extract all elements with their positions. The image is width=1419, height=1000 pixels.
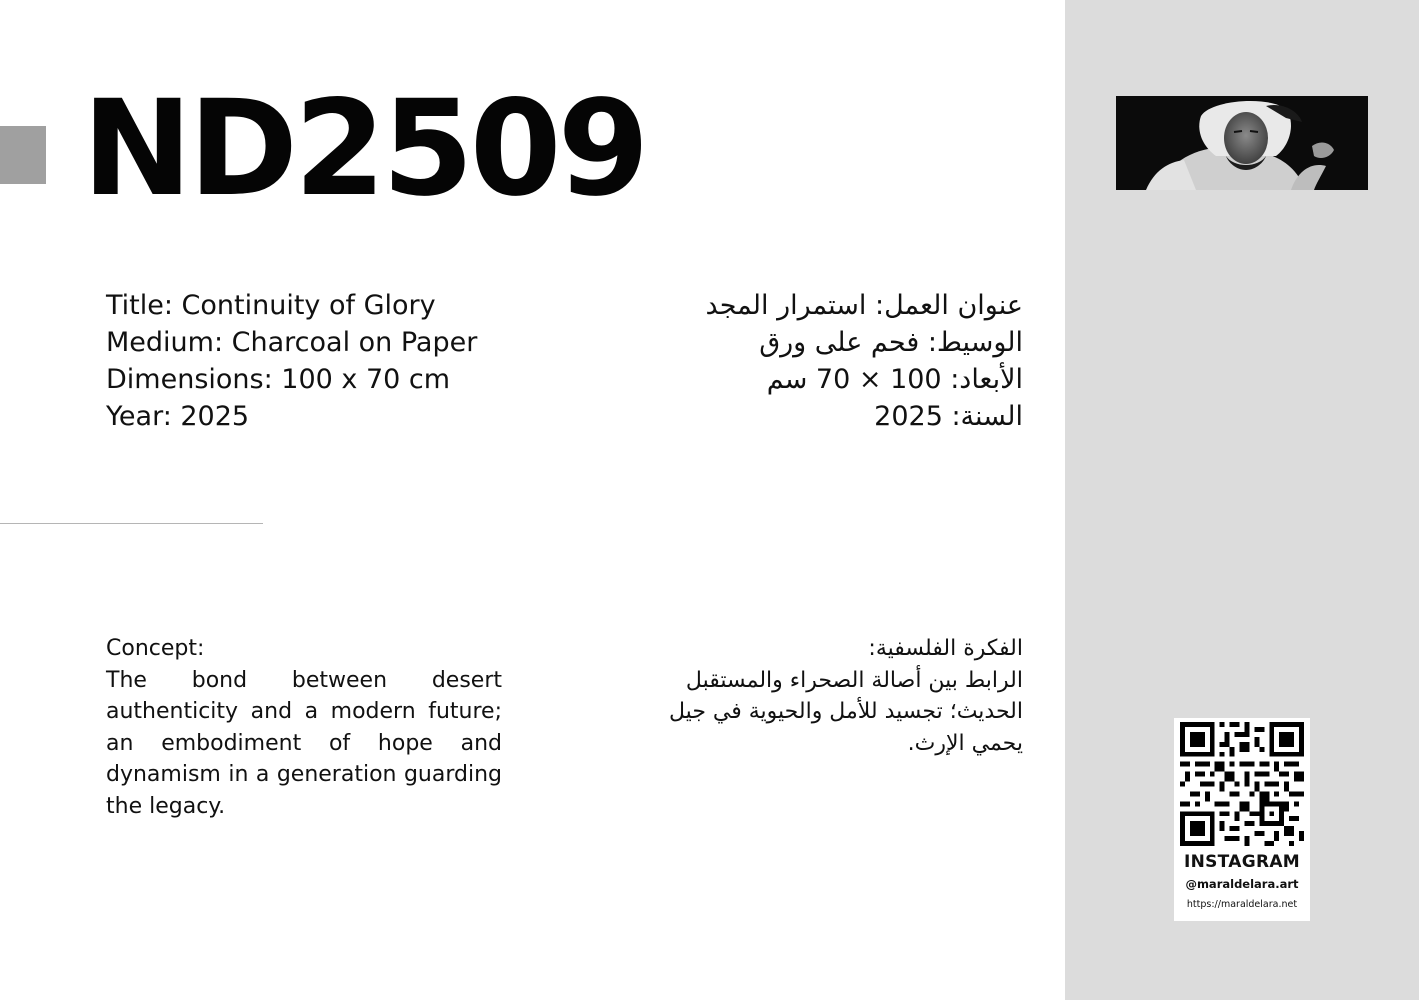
concept-body-ar: الرابط بين أصالة الصحراء والمستقبل الحديث؛ تجسيد للأمل والحيوية في جيل يحمي الإرث. [669, 667, 1023, 756]
accent-block [0, 126, 46, 184]
concept-body-en: The bond between desert authenticity and a modern future; an embodiment of hope and dynamism in a generation guarding the legacy. [106, 667, 502, 819]
title-line-ar: عنوان العمل: استمرار المجد [705, 290, 1023, 321]
dimensions-line-ar: الأبعاد: 100 × 70 سم [766, 364, 1023, 395]
medium-line-ar: الوسيط: فحم على ورق [759, 327, 1023, 358]
year-line-ar: السنة: 2025 [874, 401, 1023, 432]
qr-code-icon[interactable] [1180, 722, 1304, 846]
divider-line [0, 523, 263, 524]
instagram-handle[interactable]: @maraldelara.art [1185, 877, 1299, 891]
medium-line-en: Medium: Charcoal on Paper [106, 327, 478, 358]
year-line-en: Year: 2025 [106, 401, 250, 432]
instagram-label: INSTAGRAM [1183, 852, 1301, 872]
concept-heading-ar: الفكرة الفلسفية: [868, 636, 1023, 661]
concept-english [106, 633, 502, 822]
artwork-code: ND2509 [82, 72, 646, 226]
qr-card[interactable] [1174, 718, 1310, 921]
website-link[interactable]: https://maraldelara.net [1186, 899, 1298, 910]
concept-heading-en: Concept: [106, 636, 205, 661]
artwork-thumbnail [1116, 96, 1368, 190]
concept-arabic [623, 633, 1023, 759]
dimensions-line-en: Dimensions: 100 x 70 cm [106, 364, 451, 395]
title-line-en: Title: Continuity of Glory [106, 290, 436, 321]
details-arabic [706, 287, 1023, 435]
details-english [106, 287, 477, 435]
portrait-drawing [1116, 96, 1368, 190]
